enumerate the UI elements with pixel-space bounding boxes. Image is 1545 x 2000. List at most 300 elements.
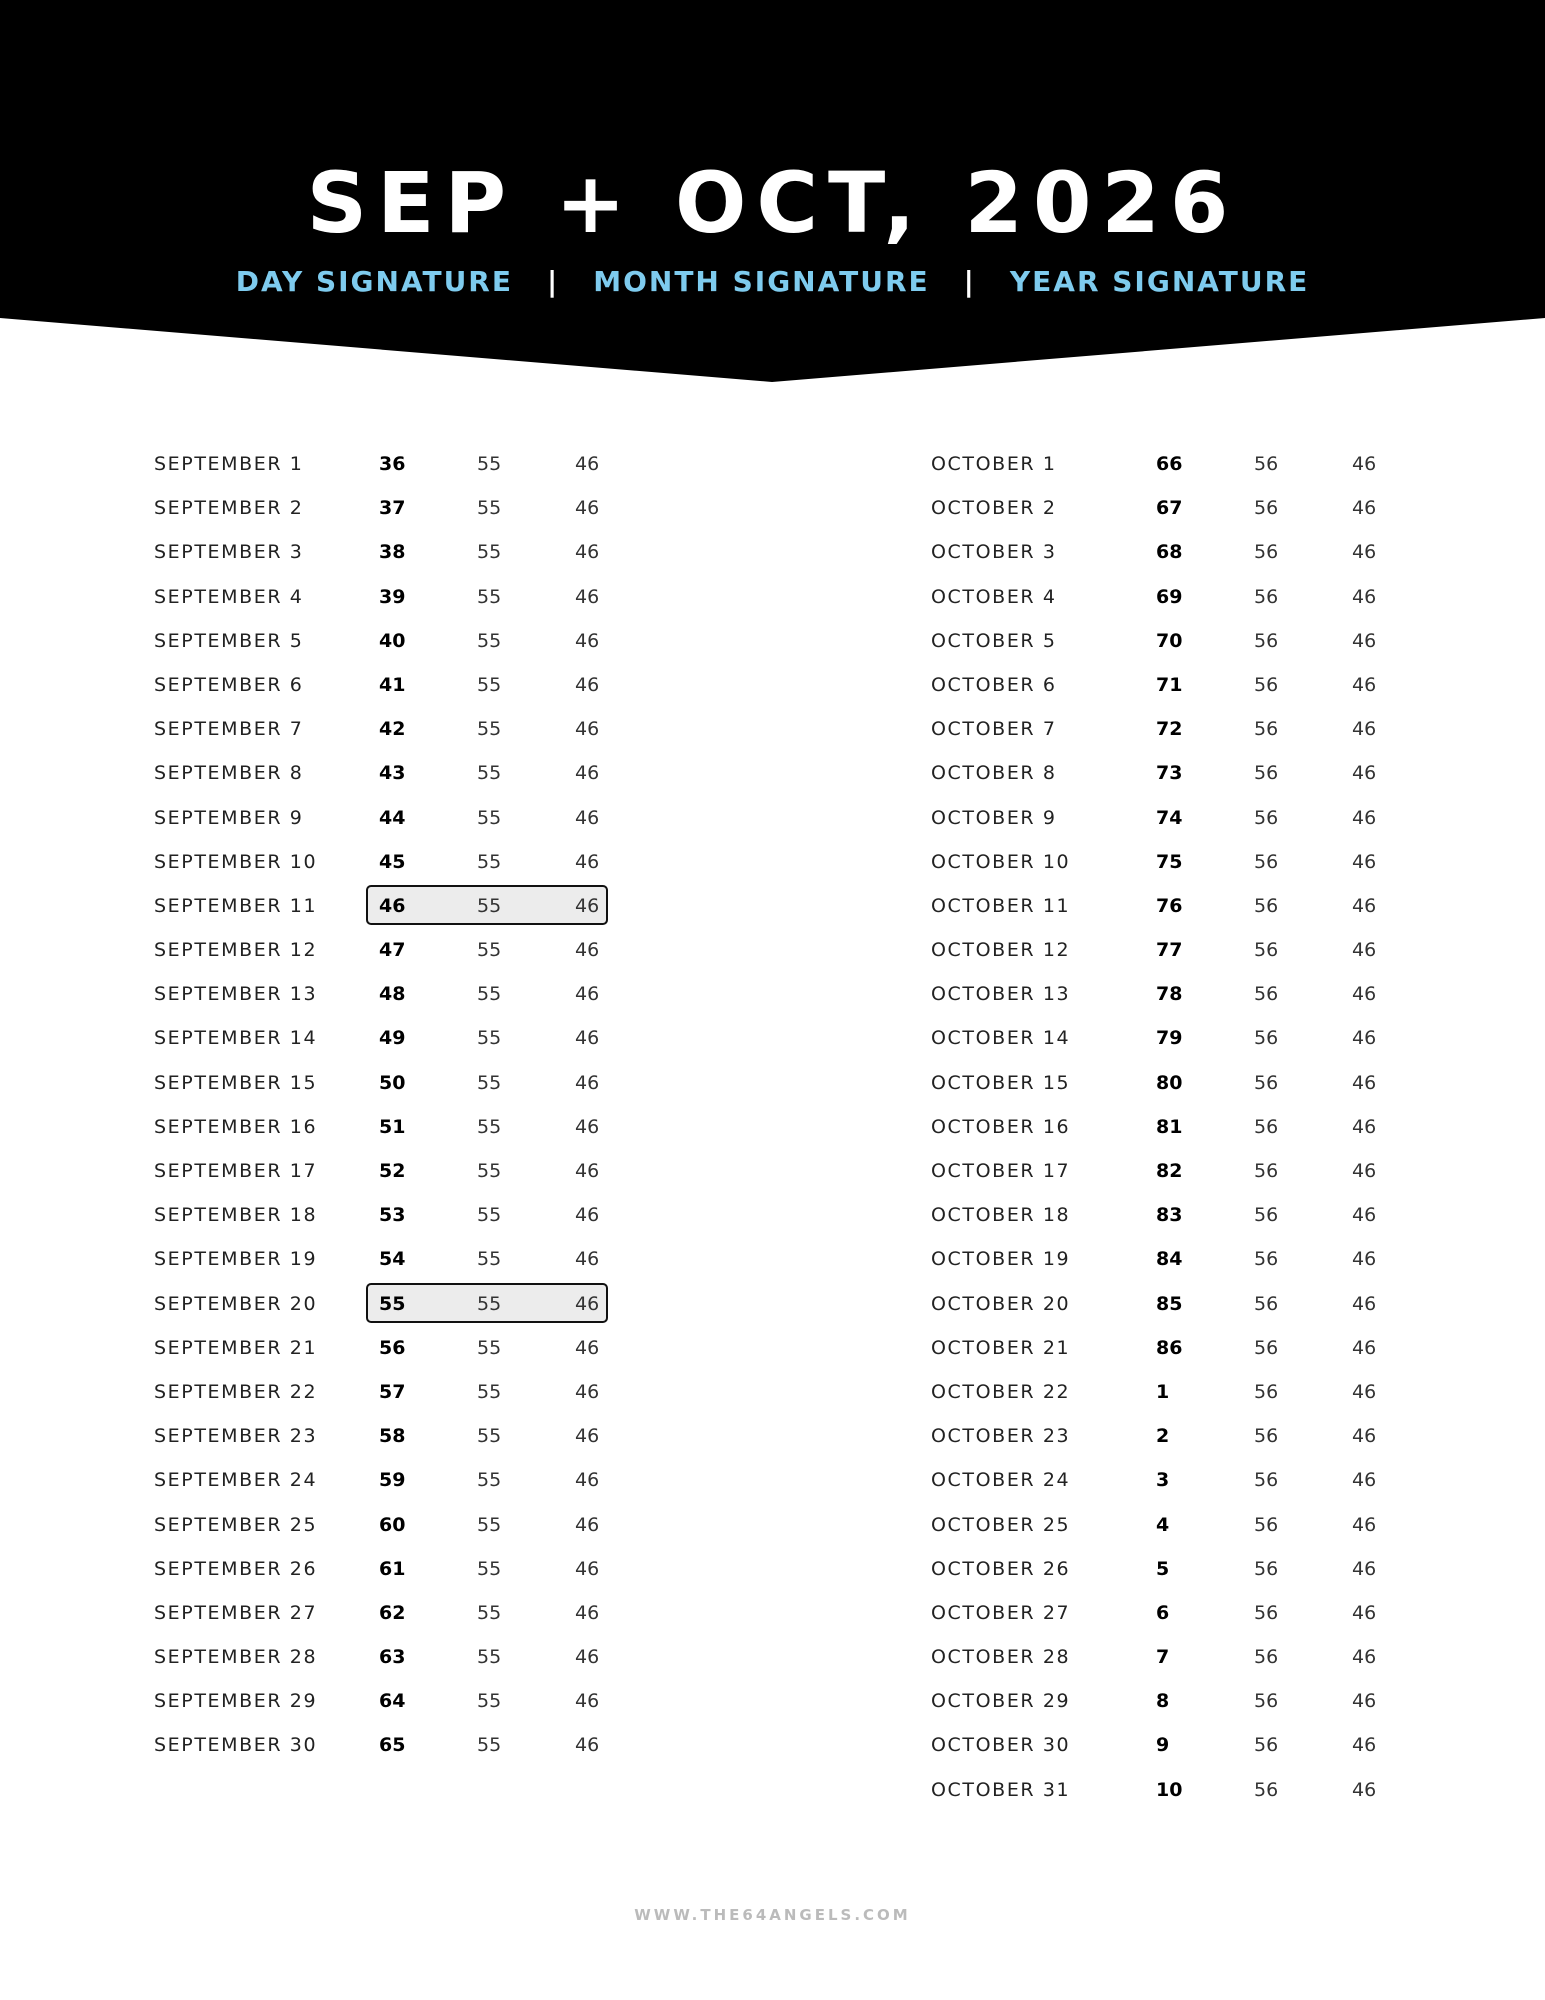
day-signature-value: 81 [1156, 1115, 1183, 1138]
year-signature-value: 46 [1352, 673, 1377, 696]
date-label: SEPTEMBER 23 [154, 1425, 318, 1448]
month-signature-value: 55 [477, 453, 502, 475]
day-signature-value: 37 [379, 497, 406, 520]
year-signature-value: 46 [1352, 1115, 1377, 1138]
date-label: SEPTEMBER 27 [154, 1601, 318, 1624]
day-signature-value: 47 [379, 939, 406, 962]
signature-legend [0, 262, 1545, 302]
year-signature-value: 46 [575, 629, 600, 652]
month-signature-value: 56 [1254, 850, 1279, 873]
september-table [154, 442, 674, 1768]
legend-day-signature: DAY SIGNATURE [235, 265, 513, 298]
month-signature-value: 55 [477, 1557, 502, 1580]
month-signature-value: 56 [1254, 1204, 1279, 1227]
date-label: SEPTEMBER 19 [154, 1248, 318, 1271]
year-signature-value: 46 [1352, 1204, 1377, 1227]
month-signature-value: 55 [477, 1469, 502, 1492]
date-label: OCTOBER 17 [931, 1160, 1071, 1182]
date-row [154, 1016, 674, 1060]
month-signature-value: 56 [1254, 894, 1279, 917]
day-signature-value: 84 [1156, 1248, 1183, 1271]
year-signature-value: 46 [1352, 1292, 1377, 1315]
day-signature-value: 46 [379, 894, 406, 917]
month-signature-value: 55 [477, 806, 502, 829]
year-signature-value: 46 [575, 1071, 600, 1094]
page-title: SEP + OCT, 2026 [306, 154, 1239, 252]
date-label: SEPTEMBER 16 [154, 1115, 318, 1138]
date-label: SEPTEMBER 21 [154, 1336, 318, 1359]
month-signature-value: 55 [477, 1292, 502, 1315]
date-label: SEPTEMBER 11 [154, 894, 318, 917]
date-row [154, 751, 674, 795]
day-signature-value: 5 [1156, 1557, 1170, 1580]
month-signature-value: 56 [1254, 1734, 1279, 1757]
day-signature-value: 75 [1156, 850, 1183, 873]
date-label: SEPTEMBER 28 [154, 1646, 318, 1669]
year-signature-value: 46 [1352, 1646, 1377, 1669]
date-label: SEPTEMBER 5 [154, 629, 304, 652]
month-signature-value: 56 [1254, 541, 1279, 564]
date-label: OCTOBER 21 [931, 1336, 1071, 1359]
month-signature-value: 55 [477, 1071, 502, 1094]
date-row [931, 663, 1451, 707]
date-row [931, 1458, 1451, 1502]
month-signature-value: 55 [477, 1734, 502, 1757]
month-signature-value: 55 [477, 762, 502, 785]
date-label: SEPTEMBER 4 [154, 585, 304, 608]
year-signature-value: 46 [575, 1115, 600, 1138]
date-row [931, 619, 1451, 663]
month-signature-value: 56 [1254, 1557, 1279, 1580]
date-label: OCTOBER 23 [931, 1425, 1071, 1448]
date-label: OCTOBER 13 [931, 983, 1071, 1006]
month-signature-value: 56 [1254, 1160, 1279, 1182]
month-signature-value: 55 [477, 1115, 502, 1138]
day-signature-value: 45 [379, 850, 406, 873]
month-signature-value: 55 [477, 939, 502, 962]
day-signature-value: 1 [1156, 1380, 1170, 1403]
date-label: OCTOBER 8 [931, 762, 1057, 785]
day-signature-value: 36 [379, 453, 406, 475]
year-signature-value: 46 [575, 453, 600, 475]
year-signature-value: 46 [575, 894, 600, 917]
month-signature-value: 55 [477, 1601, 502, 1624]
day-signature-value: 73 [1156, 762, 1183, 785]
month-signature-value: 55 [477, 1425, 502, 1448]
date-label: SEPTEMBER 10 [154, 850, 318, 873]
date-label: SEPTEMBER 29 [154, 1690, 318, 1713]
day-signature-value: 50 [379, 1071, 406, 1094]
date-label: SEPTEMBER 20 [154, 1292, 318, 1315]
year-signature-value: 46 [575, 762, 600, 785]
year-signature-value: 46 [575, 1690, 600, 1713]
date-row [154, 1547, 674, 1591]
date-row [931, 1768, 1451, 1812]
date-label: OCTOBER 28 [931, 1646, 1071, 1669]
date-row [931, 796, 1451, 840]
date-label: OCTOBER 2 [931, 497, 1057, 520]
month-signature-value: 56 [1254, 1601, 1279, 1624]
date-row [154, 1679, 674, 1723]
year-signature-value: 46 [575, 806, 600, 829]
legend-year-signature: YEAR SIGNATURE [1009, 265, 1310, 298]
date-row [931, 1503, 1451, 1547]
day-signature-value: 43 [379, 762, 406, 785]
date-row [154, 663, 674, 707]
day-signature-value: 6 [1156, 1601, 1170, 1624]
year-signature-value: 46 [575, 939, 600, 962]
year-signature-value: 46 [575, 541, 600, 564]
year-signature-value: 46 [1352, 1248, 1377, 1271]
day-signature-value: 44 [379, 806, 406, 829]
date-label: OCTOBER 30 [931, 1734, 1071, 1757]
day-signature-value: 55 [379, 1292, 406, 1315]
year-signature-value: 46 [1352, 894, 1377, 917]
year-signature-value: 46 [1352, 629, 1377, 652]
date-row [154, 1723, 674, 1767]
month-signature-value: 55 [477, 1248, 502, 1271]
month-signature-value: 55 [477, 850, 502, 873]
year-signature-value: 46 [1352, 453, 1377, 475]
month-signature-value: 56 [1254, 629, 1279, 652]
date-label: OCTOBER 16 [931, 1115, 1071, 1138]
legend-separator: | [963, 265, 976, 298]
date-row [154, 840, 674, 884]
date-row [931, 1635, 1451, 1679]
date-row [931, 1016, 1451, 1060]
year-signature-value: 46 [575, 1248, 600, 1271]
year-signature-value: 46 [1352, 585, 1377, 608]
month-signature-value: 56 [1254, 1513, 1279, 1536]
day-signature-value: 51 [379, 1115, 406, 1138]
day-signature-value: 64 [379, 1690, 406, 1713]
date-row [154, 1370, 674, 1414]
date-row [154, 575, 674, 619]
day-signature-value: 54 [379, 1248, 406, 1271]
year-signature-value: 46 [1352, 939, 1377, 962]
date-row [154, 928, 674, 972]
year-signature-value: 46 [1352, 850, 1377, 873]
month-signature-value: 56 [1254, 806, 1279, 829]
day-signature-value: 48 [379, 983, 406, 1006]
date-row [931, 1723, 1451, 1767]
year-signature-value: 46 [575, 983, 600, 1006]
date-row [931, 840, 1451, 884]
date-label: OCTOBER 24 [931, 1469, 1071, 1492]
year-signature-value: 46 [575, 1027, 600, 1050]
date-row [931, 486, 1451, 530]
day-signature-value: 39 [379, 585, 406, 608]
year-signature-value: 46 [1352, 497, 1377, 520]
date-label: OCTOBER 12 [931, 939, 1071, 962]
day-signature-value: 65 [379, 1734, 406, 1757]
year-signature-value: 46 [1352, 718, 1377, 741]
date-row [931, 1237, 1451, 1281]
month-signature-value: 55 [477, 1380, 502, 1403]
month-signature-value: 56 [1254, 1469, 1279, 1492]
month-signature-value: 55 [477, 1027, 502, 1050]
year-signature-value: 46 [1352, 1425, 1377, 1448]
month-signature-value: 56 [1254, 1071, 1279, 1094]
day-signature-value: 60 [379, 1513, 406, 1536]
month-signature-value: 55 [477, 1160, 502, 1182]
date-label: OCTOBER 19 [931, 1248, 1071, 1271]
date-row [154, 972, 674, 1016]
date-label: SEPTEMBER 24 [154, 1469, 318, 1492]
month-signature-value: 55 [477, 894, 502, 917]
year-signature-value: 46 [1352, 541, 1377, 564]
month-signature-value: 55 [477, 983, 502, 1006]
footer-url: WWW.THE64ANGELS.COM [634, 1906, 911, 1924]
day-signature-value: 67 [1156, 497, 1183, 520]
year-signature-value: 46 [575, 1513, 600, 1536]
year-signature-value: 46 [575, 1601, 600, 1624]
date-label: OCTOBER 5 [931, 629, 1057, 652]
year-signature-value: 46 [575, 718, 600, 741]
date-row [931, 1414, 1451, 1458]
date-label: SEPTEMBER 14 [154, 1027, 318, 1050]
date-row [931, 1326, 1451, 1370]
date-label: OCTOBER 27 [931, 1601, 1071, 1624]
month-signature-value: 56 [1254, 1248, 1279, 1271]
day-signature-value: 56 [379, 1336, 406, 1359]
year-signature-value: 46 [575, 1336, 600, 1359]
year-signature-value: 46 [575, 850, 600, 873]
day-signature-value: 77 [1156, 939, 1183, 962]
month-signature-value: 56 [1254, 1646, 1279, 1669]
month-signature-value: 56 [1254, 1292, 1279, 1315]
year-signature-value: 46 [1352, 1734, 1377, 1757]
date-label: SEPTEMBER 25 [154, 1513, 318, 1536]
day-signature-value: 66 [1156, 453, 1183, 475]
legend-separator: | [547, 265, 560, 298]
date-row [154, 1458, 674, 1502]
day-signature-value: 76 [1156, 894, 1183, 917]
date-label: SEPTEMBER 1 [154, 453, 304, 475]
month-signature-value: 55 [477, 718, 502, 741]
month-signature-value: 55 [477, 1690, 502, 1713]
date-row [931, 1193, 1451, 1237]
day-signature-value: 79 [1156, 1027, 1183, 1050]
date-label: OCTOBER 14 [931, 1027, 1071, 1050]
date-row [154, 796, 674, 840]
year-signature-value: 46 [1352, 806, 1377, 829]
date-row [154, 619, 674, 663]
day-signature-value: 74 [1156, 806, 1183, 829]
month-signature-value: 56 [1254, 718, 1279, 741]
day-signature-value: 7 [1156, 1646, 1170, 1669]
day-signature-value: 70 [1156, 629, 1183, 652]
month-signature-value: 56 [1254, 983, 1279, 1006]
year-signature-value: 46 [1352, 1778, 1377, 1801]
day-signature-value: 10 [1156, 1778, 1183, 1801]
day-signature-value: 85 [1156, 1292, 1183, 1315]
month-signature-value: 55 [477, 629, 502, 652]
year-signature-value: 46 [575, 1160, 600, 1182]
month-signature-value: 55 [477, 1646, 502, 1669]
october-table [931, 442, 1451, 1812]
date-row [154, 707, 674, 751]
date-label: SEPTEMBER 12 [154, 939, 318, 962]
day-signature-value: 3 [1156, 1469, 1170, 1492]
year-signature-value: 46 [1352, 1690, 1377, 1713]
date-row [931, 928, 1451, 972]
date-label: OCTOBER 29 [931, 1690, 1071, 1713]
date-row [154, 1414, 674, 1458]
day-signature-value: 57 [379, 1380, 406, 1403]
date-label: SEPTEMBER 30 [154, 1734, 318, 1757]
day-signature-value: 4 [1156, 1513, 1170, 1536]
date-row [154, 1193, 674, 1237]
year-signature-value: 46 [575, 585, 600, 608]
date-row [154, 1105, 674, 1149]
date-label: OCTOBER 3 [931, 541, 1057, 564]
legend-month-signature: MONTH SIGNATURE [593, 265, 930, 298]
date-row [154, 442, 674, 486]
date-label: OCTOBER 15 [931, 1071, 1071, 1094]
year-signature-value: 46 [575, 1204, 600, 1227]
month-signature-value: 56 [1254, 1690, 1279, 1713]
day-signature-value: 42 [379, 718, 406, 741]
date-label: SEPTEMBER 18 [154, 1204, 318, 1227]
month-signature-value: 56 [1254, 939, 1279, 962]
date-row [931, 1149, 1451, 1193]
date-label: OCTOBER 9 [931, 806, 1057, 829]
date-label: OCTOBER 25 [931, 1513, 1071, 1536]
day-signature-value: 59 [379, 1469, 406, 1492]
date-label: OCTOBER 20 [931, 1292, 1071, 1315]
day-signature-value: 40 [379, 629, 406, 652]
year-signature-value: 46 [575, 497, 600, 520]
month-signature-value: 56 [1254, 1336, 1279, 1359]
month-signature-value: 56 [1254, 1380, 1279, 1403]
day-signature-value: 63 [379, 1646, 406, 1669]
year-signature-value: 46 [575, 1292, 600, 1315]
date-row [931, 751, 1451, 795]
day-signature-value: 82 [1156, 1160, 1183, 1182]
date-row [154, 884, 674, 928]
date-label: OCTOBER 10 [931, 850, 1071, 873]
year-signature-value: 46 [575, 1734, 600, 1757]
year-signature-value: 46 [1352, 1071, 1377, 1094]
day-signature-value: 83 [1156, 1204, 1183, 1227]
day-signature-value: 69 [1156, 585, 1183, 608]
day-signature-value: 62 [379, 1601, 406, 1624]
year-signature-value: 46 [575, 673, 600, 696]
date-row [154, 1503, 674, 1547]
date-label: OCTOBER 6 [931, 673, 1057, 696]
date-label: SEPTEMBER 8 [154, 762, 304, 785]
year-signature-value: 46 [1352, 1027, 1377, 1050]
year-signature-value: 46 [1352, 762, 1377, 785]
date-row [154, 530, 674, 574]
date-row [931, 575, 1451, 619]
day-signature-value: 61 [379, 1557, 406, 1580]
date-row [931, 1591, 1451, 1635]
date-label: SEPTEMBER 3 [154, 541, 304, 564]
month-signature-value: 56 [1254, 1115, 1279, 1138]
date-row [154, 1237, 674, 1281]
date-row [931, 530, 1451, 574]
date-label: OCTOBER 22 [931, 1380, 1071, 1403]
date-label: SEPTEMBER 13 [154, 983, 318, 1006]
date-label: SEPTEMBER 17 [154, 1160, 318, 1182]
date-label: SEPTEMBER 7 [154, 718, 304, 741]
year-signature-value: 46 [1352, 983, 1377, 1006]
year-signature-value: 46 [1352, 1469, 1377, 1492]
date-label: OCTOBER 31 [931, 1778, 1071, 1801]
month-signature-value: 55 [477, 673, 502, 696]
date-label: OCTOBER 1 [931, 453, 1057, 475]
date-row [154, 1591, 674, 1635]
date-label: OCTOBER 11 [931, 894, 1071, 917]
month-signature-value: 55 [477, 541, 502, 564]
date-row [931, 1547, 1451, 1591]
month-signature-value: 56 [1254, 497, 1279, 520]
year-signature-value: 46 [575, 1380, 600, 1403]
date-row [931, 442, 1451, 486]
day-signature-value: 71 [1156, 673, 1183, 696]
year-signature-value: 46 [575, 1469, 600, 1492]
month-signature-value: 56 [1254, 1778, 1279, 1801]
day-signature-value: 52 [379, 1160, 406, 1182]
date-row [154, 1326, 674, 1370]
date-label: SEPTEMBER 22 [154, 1380, 318, 1403]
day-signature-value: 58 [379, 1425, 406, 1448]
date-row [931, 1679, 1451, 1723]
month-signature-value: 55 [477, 1336, 502, 1359]
year-signature-value: 46 [1352, 1160, 1377, 1182]
date-label: SEPTEMBER 2 [154, 497, 304, 520]
month-signature-value: 56 [1254, 673, 1279, 696]
month-signature-value: 55 [477, 497, 502, 520]
date-row [154, 486, 674, 530]
month-signature-value: 56 [1254, 453, 1279, 475]
day-signature-value: 80 [1156, 1071, 1183, 1094]
day-signature-value: 9 [1156, 1734, 1170, 1757]
month-signature-value: 55 [477, 585, 502, 608]
month-signature-value: 56 [1254, 585, 1279, 608]
day-signature-value: 78 [1156, 983, 1183, 1006]
date-row [931, 1105, 1451, 1149]
year-signature-value: 46 [1352, 1336, 1377, 1359]
date-row [931, 707, 1451, 751]
date-row [931, 972, 1451, 1016]
year-signature-value: 46 [1352, 1601, 1377, 1624]
date-label: OCTOBER 7 [931, 718, 1057, 741]
date-label: SEPTEMBER 26 [154, 1557, 318, 1580]
date-row [931, 1370, 1451, 1414]
date-label: OCTOBER 4 [931, 585, 1057, 608]
year-signature-value: 46 [575, 1557, 600, 1580]
day-signature-value: 8 [1156, 1690, 1170, 1713]
day-signature-value: 38 [379, 541, 406, 564]
year-signature-value: 46 [575, 1646, 600, 1669]
month-signature-value: 56 [1254, 762, 1279, 785]
day-signature-value: 53 [379, 1204, 406, 1227]
date-label: OCTOBER 18 [931, 1204, 1071, 1227]
year-signature-value: 46 [575, 1425, 600, 1448]
day-signature-value: 2 [1156, 1425, 1170, 1448]
date-row [154, 1282, 674, 1326]
month-signature-value: 56 [1254, 1027, 1279, 1050]
date-row [931, 884, 1451, 928]
date-row [154, 1635, 674, 1679]
year-signature-value: 46 [1352, 1380, 1377, 1403]
date-row [931, 1282, 1451, 1326]
date-label: SEPTEMBER 15 [154, 1071, 318, 1094]
month-signature-value: 56 [1254, 1425, 1279, 1448]
